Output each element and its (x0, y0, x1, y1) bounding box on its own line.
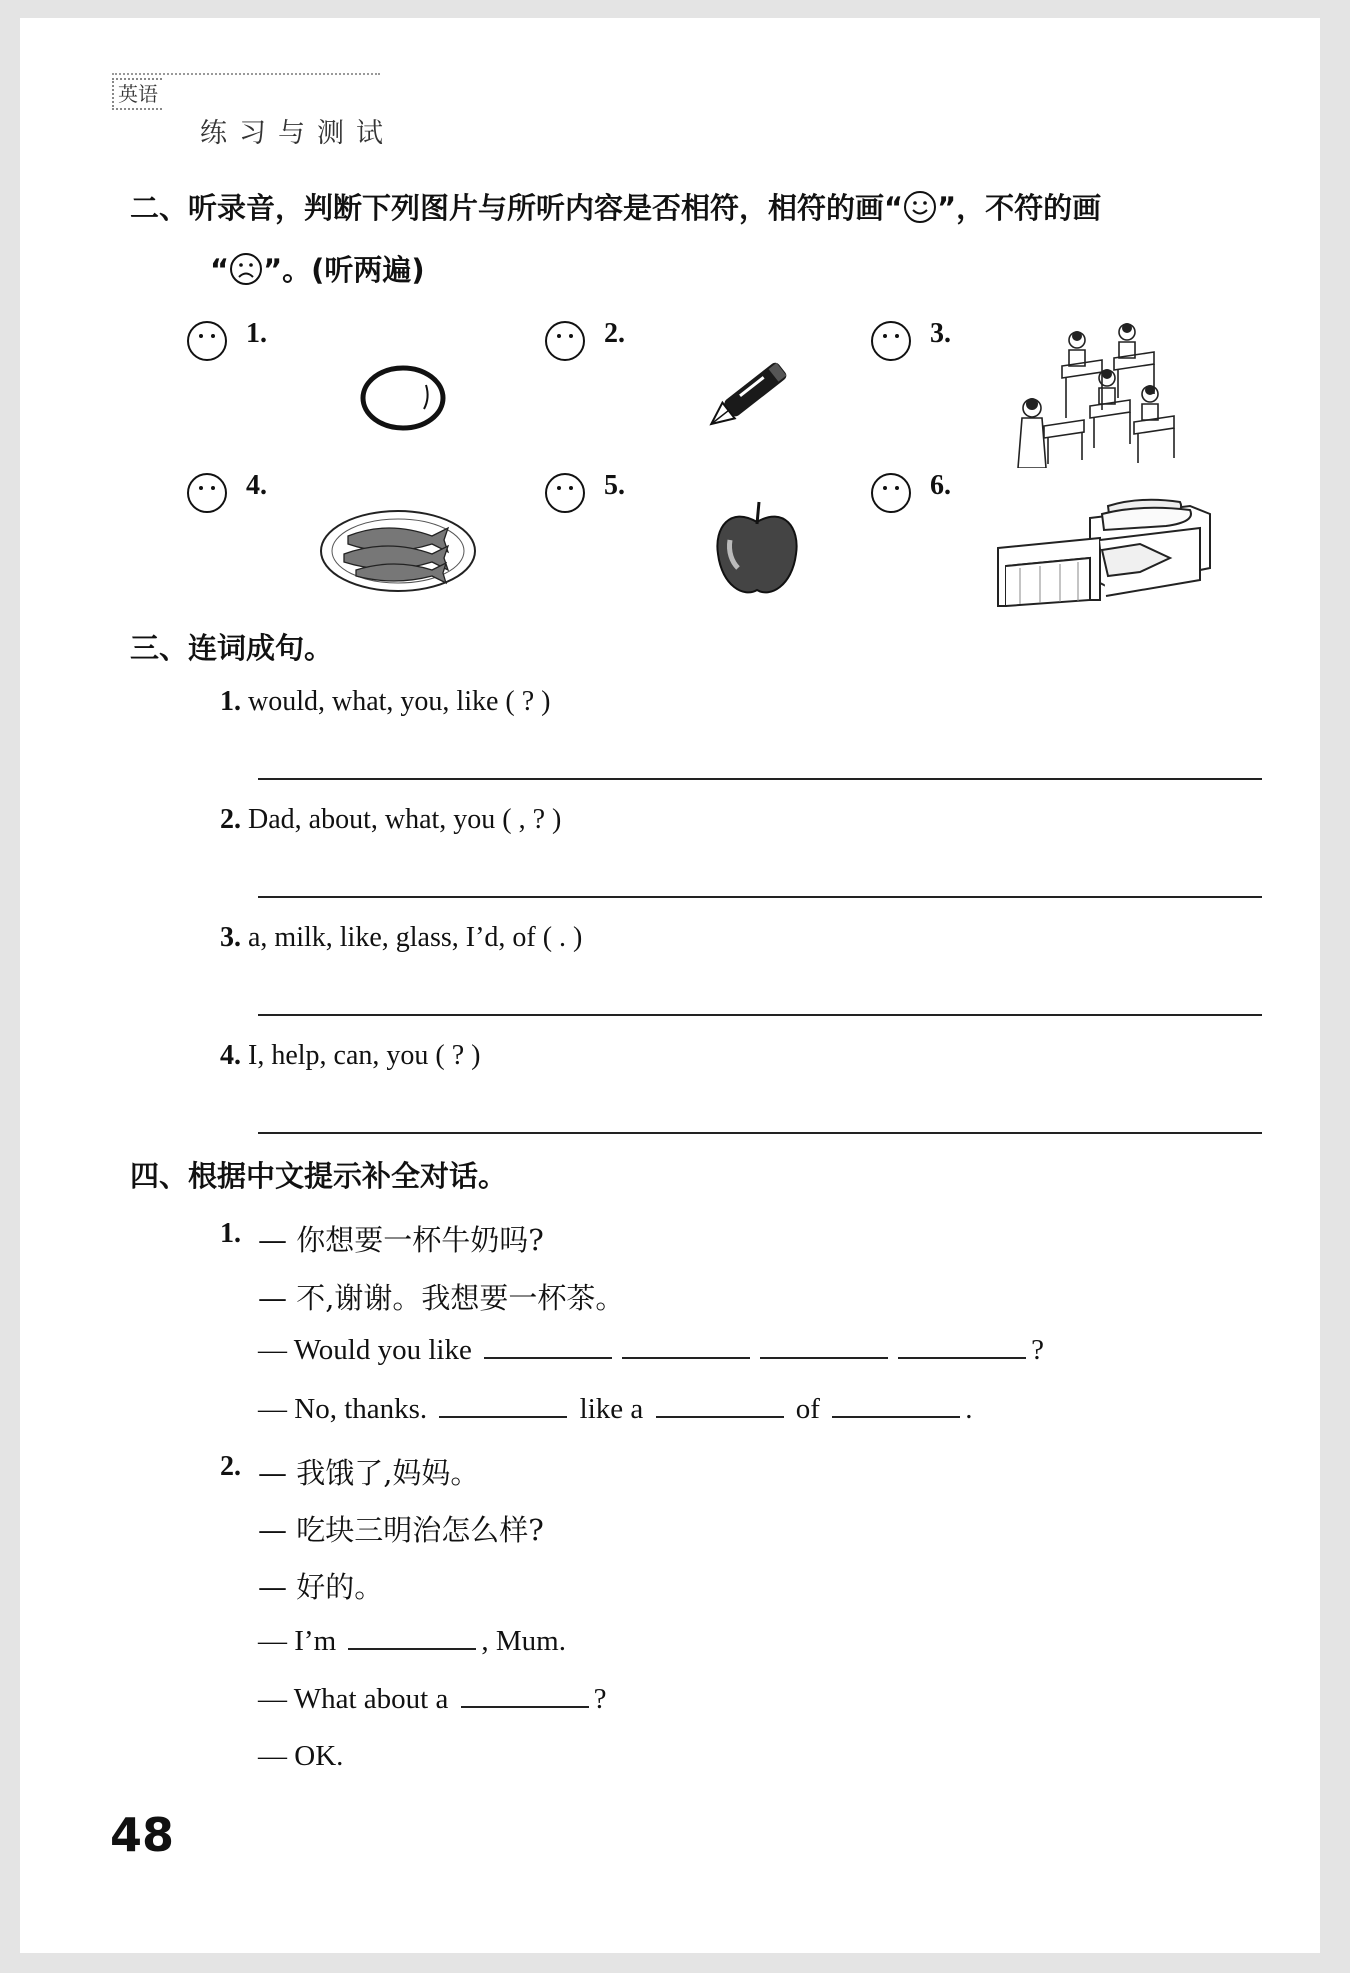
sentence-question (220, 1040, 480, 1072)
blank-field[interactable] (461, 1682, 589, 1708)
blank-field[interactable] (484, 1333, 612, 1359)
dialogue-line: — 吃块三明治怎么样? (258, 1513, 544, 1547)
sentence-question (220, 922, 582, 954)
apple-picture (710, 496, 805, 601)
answer-line-2[interactable] (258, 896, 1262, 898)
blank-face-icon (544, 320, 586, 362)
dialogue-line: — 我饿了,妈妈。 (258, 1456, 480, 1490)
question-text: Dad, about, what, you ( , ? ) (248, 804, 562, 835)
header-rule (112, 73, 380, 75)
blank-face-icon (870, 320, 912, 362)
item-number: 5. (604, 470, 625, 501)
section-4-title: 四、根据中文提示补全对话。 (130, 1159, 508, 1193)
blank-field[interactable] (622, 1333, 750, 1359)
question-text: a, milk, like, glass, I’d, of ( . ) (248, 922, 583, 953)
answer-face-4[interactable] (186, 472, 228, 519)
book-title: 练习与测试 (200, 118, 395, 149)
sad-face-icon (229, 252, 263, 286)
dialogue-number: 2. (220, 1451, 241, 1482)
dialogue-fill-line: — No, thanks. like a of . (258, 1393, 973, 1425)
pen-picture (685, 353, 800, 448)
item-number: 4. (246, 470, 267, 501)
sentence-question (220, 686, 551, 718)
answer-face-5[interactable] (544, 472, 586, 519)
sentence-question (220, 804, 561, 836)
dialogue-fill-line: — I’m , Mum. (258, 1625, 566, 1657)
answer-face-3[interactable] (870, 320, 912, 367)
question-number: 1. (220, 686, 241, 717)
question-number: 4. (220, 1040, 241, 1071)
dialogue-line: — 你想要一杯牛奶吗? (258, 1223, 544, 1257)
egg-picture (358, 363, 448, 433)
smile-face-icon (903, 190, 937, 224)
blank-field[interactable] (439, 1392, 567, 1418)
dialogue-line: — 不,谢谢。我想要一杯茶。 (258, 1281, 625, 1315)
blank-field[interactable] (898, 1333, 1026, 1359)
fish-plate-picture (318, 506, 478, 596)
dialogue-line: — OK. (258, 1740, 344, 1772)
blank-field[interactable] (760, 1333, 888, 1359)
answer-line-4[interactable] (258, 1132, 1262, 1134)
dialogue-line: — 好的。 (258, 1570, 384, 1604)
section-3-title: 三、连词成句。 (130, 631, 334, 665)
dialogue-fill-line: — Would you like ? (258, 1334, 1044, 1366)
answer-line-1[interactable] (258, 778, 1262, 780)
question-number: 3. (220, 922, 241, 953)
blank-field[interactable] (832, 1392, 960, 1418)
answer-face-2[interactable] (544, 320, 586, 367)
classroom-picture (1010, 318, 1190, 468)
blank-field[interactable] (348, 1624, 476, 1650)
question-number: 2. (220, 804, 241, 835)
question-text: would, what, you, like ( ? ) (248, 686, 551, 717)
section-2-title-line2: “ ”。(听两遍) (210, 253, 425, 287)
blank-face-icon (186, 472, 228, 514)
item-number: 6. (930, 470, 951, 501)
bed-picture (990, 488, 1220, 613)
answer-face-6[interactable] (870, 472, 912, 519)
item-number: 3. (930, 318, 951, 349)
answer-line-3[interactable] (258, 1014, 1262, 1016)
dialogue-fill-line: — What about a ? (258, 1683, 607, 1715)
item-number: 2. (604, 318, 625, 349)
blank-face-icon (186, 320, 228, 362)
section-2-title: 二、听录音，判断下列图片与所听内容是否相符，相符的画“ ”，不符的画 (130, 191, 1102, 225)
blank-field[interactable] (656, 1392, 784, 1418)
workbook-page (20, 18, 1320, 1953)
blank-face-icon (544, 472, 586, 514)
answer-face-1[interactable] (186, 320, 228, 367)
item-number: 1. (246, 318, 267, 349)
question-text: I, help, can, you ( ? ) (248, 1040, 481, 1071)
blank-face-icon (870, 472, 912, 514)
subject-label: 英语 (112, 78, 162, 110)
dialogue-number: 1. (220, 1218, 241, 1249)
page-number: 48 (110, 1808, 175, 1862)
